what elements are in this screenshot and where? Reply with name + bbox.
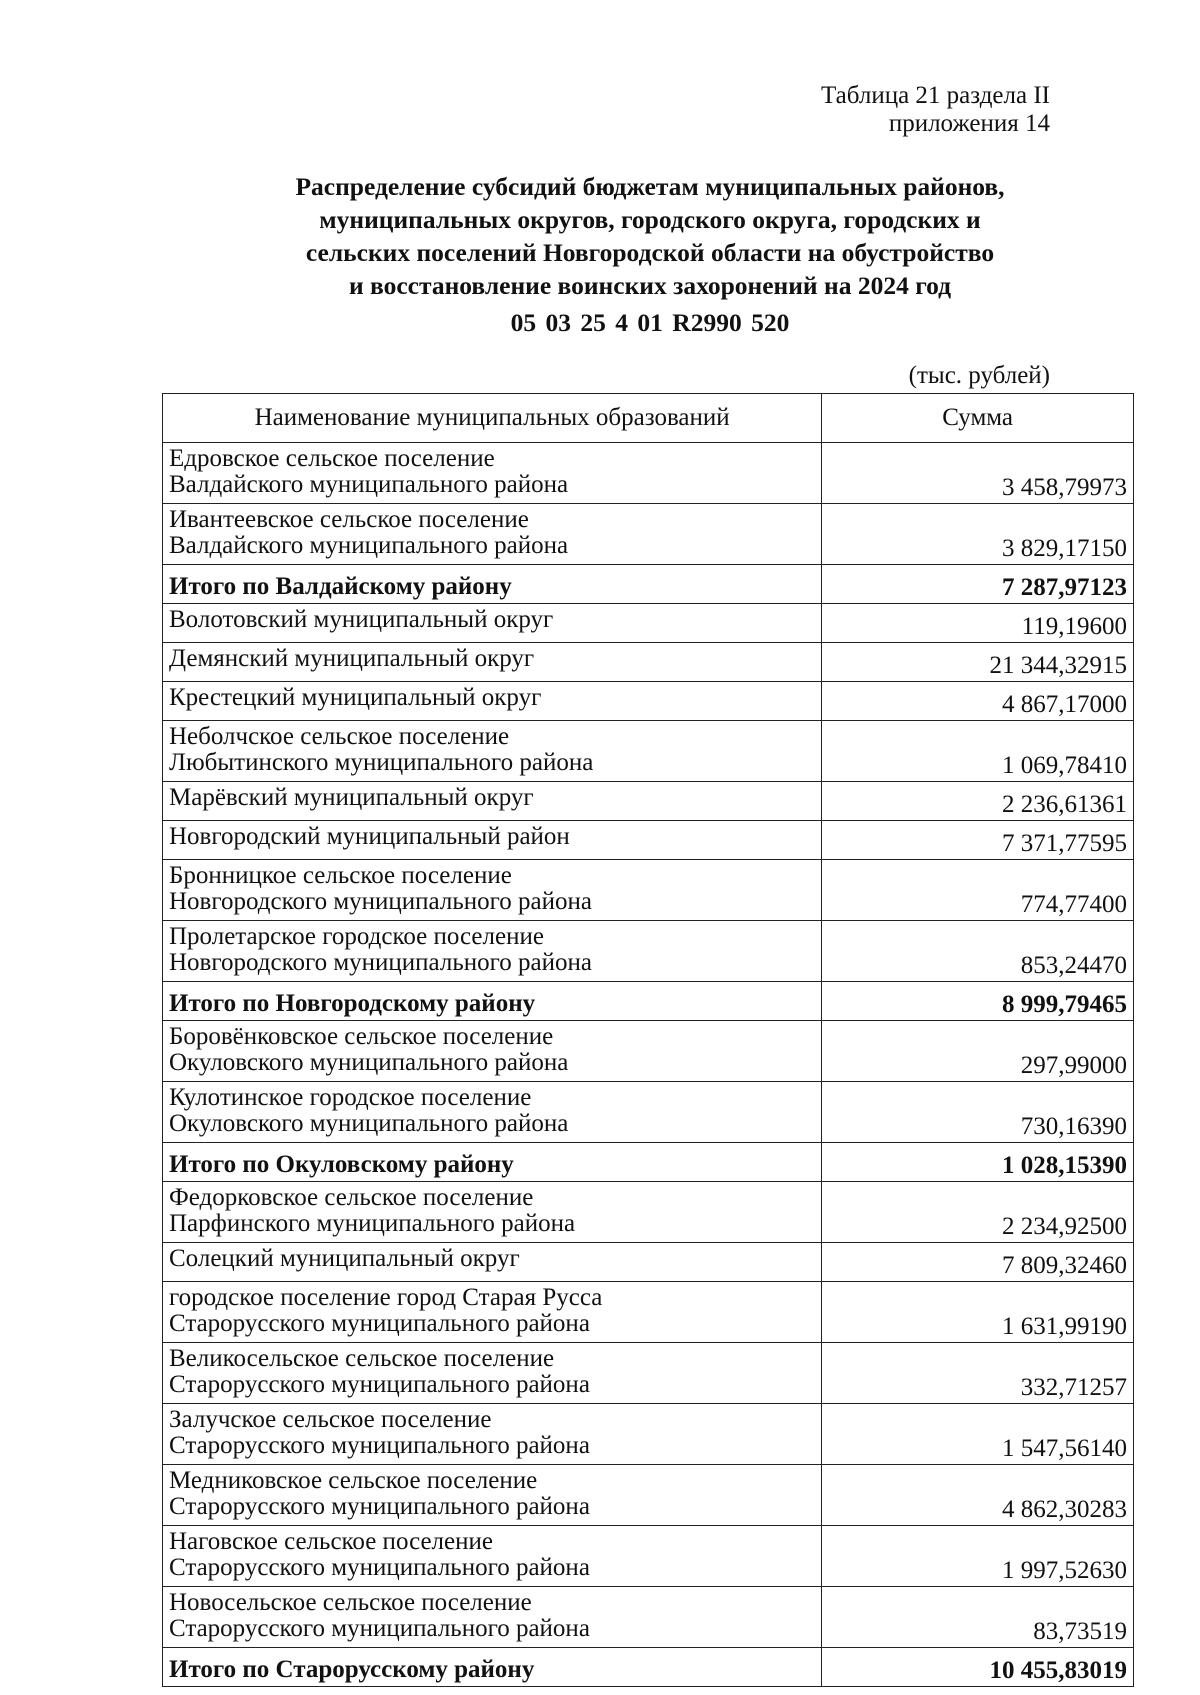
row-name <box>163 1021 822 1082</box>
table-row <box>163 1465 1134 1526</box>
row-name <box>163 1182 822 1243</box>
row-name-line-2: Новгородского муниципального района <box>169 949 592 976</box>
row-sum: 1 631,99190 <box>822 1282 1134 1343</box>
row-name-line-1: Бронницкое сельское поселение <box>169 862 512 889</box>
subsidy-table <box>162 393 1134 1687</box>
table-row <box>163 604 1134 643</box>
row-name-line-2: Старорусского муниципального района <box>169 1371 590 1398</box>
row-name-line-1: городское поселение город Старая Русса <box>169 1284 603 1311</box>
row-sum: 119,19600 <box>822 604 1134 643</box>
table-row <box>163 921 1134 982</box>
row-name-line-1: Пролетарское городское поселение <box>169 923 544 950</box>
subtotal-name: Итого по Старорусскому району <box>163 1648 822 1687</box>
subtotal-row <box>163 982 1134 1021</box>
row-sum: 7 371,77595 <box>822 821 1134 860</box>
table-reference-line-1: Таблица 21 раздела II <box>821 82 1050 109</box>
row-name-line-2: Старорусского муниципального района <box>169 1615 590 1642</box>
row-sum: 2 234,92500 <box>822 1182 1134 1243</box>
row-name-line-1: Залучское сельское поселение <box>169 1406 492 1433</box>
table-header-row <box>163 394 1134 443</box>
title-line-4: и восстановление воинских захоронений на 2024 год <box>348 271 952 300</box>
row-sum: 730,16390 <box>822 1082 1134 1143</box>
table-row <box>163 682 1134 721</box>
table-row <box>163 1343 1134 1404</box>
row-name: Демянский муниципальный округ <box>163 643 822 682</box>
title-line-1: Распределение субсидий бюджетам муниципальных районов, <box>295 172 1005 201</box>
row-sum: 83,73519 <box>822 1587 1134 1648</box>
row-name <box>163 1343 822 1404</box>
table-row <box>163 504 1134 565</box>
column-header-name: Наименование муниципальных образований <box>163 394 822 443</box>
row-sum: 853,24470 <box>822 921 1134 982</box>
table-reference <box>821 82 1050 138</box>
subtotal-sum: 8 999,79465 <box>822 982 1134 1021</box>
row-name: Новгородский муниципальный район <box>163 821 822 860</box>
row-name-line-2: Старорусского муниципального района <box>169 1493 590 1520</box>
table-row <box>163 1243 1134 1282</box>
row-name-line-1: Великосельское сельское поселение <box>169 1345 555 1372</box>
row-sum: 7 809,32460 <box>822 1243 1134 1282</box>
row-name <box>163 1587 822 1648</box>
row-name-line-2: Новгородского муниципального района <box>169 888 592 915</box>
row-sum: 1 547,56140 <box>822 1404 1134 1465</box>
row-name-line-1: Боровёнковское сельское поселение <box>169 1023 554 1050</box>
table-row <box>163 1182 1134 1243</box>
table-row <box>163 1526 1134 1587</box>
subtotal-sum: 7 287,97123 <box>822 565 1134 604</box>
row-sum: 2 236,61361 <box>822 782 1134 821</box>
row-sum: 3 458,79973 <box>822 443 1134 504</box>
row-name <box>163 1465 822 1526</box>
row-sum: 1 069,78410 <box>822 721 1134 782</box>
budget-classification-code: 05 03 25 4 01 R2990 520 <box>510 308 790 337</box>
table-row <box>163 821 1134 860</box>
row-name-line-2: Окуловского муниципального района <box>169 1110 569 1137</box>
row-name <box>163 1082 822 1143</box>
row-name-line-1: Едровское сельское поселение <box>169 445 495 472</box>
row-name-line-1: Неболчское сельское поселение <box>169 723 510 750</box>
subtotal-name: Итого по Валдайскому району <box>163 565 822 604</box>
table-row <box>163 782 1134 821</box>
row-name-line-2: Любытинского муниципального района <box>169 749 594 776</box>
row-name-line-2: Валдайского муниципального района <box>169 471 569 498</box>
row-sum: 4 867,17000 <box>822 682 1134 721</box>
row-name <box>163 504 822 565</box>
row-sum: 332,71257 <box>822 1343 1134 1404</box>
row-name-line-1: Федорковское сельское поселение <box>169 1184 534 1211</box>
row-name-line-2: Старорусского муниципального района <box>169 1310 590 1337</box>
table-row <box>163 1082 1134 1143</box>
subtotal-sum: 10 455,83019 <box>822 1648 1134 1687</box>
row-name <box>163 921 822 982</box>
subtotal-row <box>163 1143 1134 1182</box>
table-row <box>163 1587 1134 1648</box>
row-name-line-2: Старорусского муниципального района <box>169 1432 590 1459</box>
table-row <box>163 1404 1134 1465</box>
row-name <box>163 1282 822 1343</box>
subtotal-sum: 1 028,15390 <box>822 1143 1134 1182</box>
row-name <box>163 1404 822 1465</box>
table-row <box>163 1021 1134 1082</box>
row-name-line-1: Новосельское сельское поселение <box>169 1589 532 1616</box>
row-sum: 21 344,32915 <box>822 643 1134 682</box>
row-name <box>163 443 822 504</box>
subtotal-row <box>163 1648 1134 1687</box>
table-row <box>163 721 1134 782</box>
row-sum: 3 829,17150 <box>822 504 1134 565</box>
row-name: Крестецкий муниципальный округ <box>163 682 822 721</box>
table-reference-line-2: приложения 14 <box>888 110 1050 137</box>
column-header-sum: Сумма <box>822 394 1134 443</box>
row-name-line-1: Ивантеевское сельское поселение <box>169 506 529 533</box>
row-name <box>163 860 822 921</box>
units-label: (тыс. рублей) <box>908 362 1050 389</box>
title-line-2: муниципальных округов, городского округа, городских и <box>319 205 981 234</box>
subtotal-name: Итого по Новгородскому району <box>163 982 822 1021</box>
table-row <box>163 443 1134 504</box>
row-name-line-1: Медниковское сельское поселение <box>169 1467 538 1494</box>
row-name-line-2: Старорусского муниципального района <box>169 1554 590 1581</box>
document-title <box>150 170 1150 302</box>
row-name-line-2: Окуловского муниципального района <box>169 1049 569 1076</box>
row-name-line-1: Наговское сельское поселение <box>169 1528 493 1555</box>
table-row <box>163 860 1134 921</box>
row-sum: 4 862,30283 <box>822 1465 1134 1526</box>
row-sum: 297,99000 <box>822 1021 1134 1082</box>
table-row <box>163 1282 1134 1343</box>
row-name <box>163 721 822 782</box>
subtotal-row <box>163 565 1134 604</box>
row-name-line-1: Кулотинское городское поселение <box>169 1084 532 1111</box>
table-row <box>163 643 1134 682</box>
subtotal-name: Итого по Окуловскому району <box>163 1143 822 1182</box>
row-name: Солецкий муниципальный округ <box>163 1243 822 1282</box>
row-name <box>163 1526 822 1587</box>
row-name: Марёвский муниципальный округ <box>163 782 822 821</box>
row-sum: 1 997,52630 <box>822 1526 1134 1587</box>
row-name-line-2: Валдайского муниципального района <box>169 532 569 559</box>
row-sum: 774,77400 <box>822 860 1134 921</box>
row-name: Волотовский муниципальный округ <box>163 604 822 643</box>
row-name-line-2: Парфинского муниципального района <box>169 1210 576 1237</box>
title-line-3: сельских поселений Новгородской области на обустройство <box>305 238 995 267</box>
